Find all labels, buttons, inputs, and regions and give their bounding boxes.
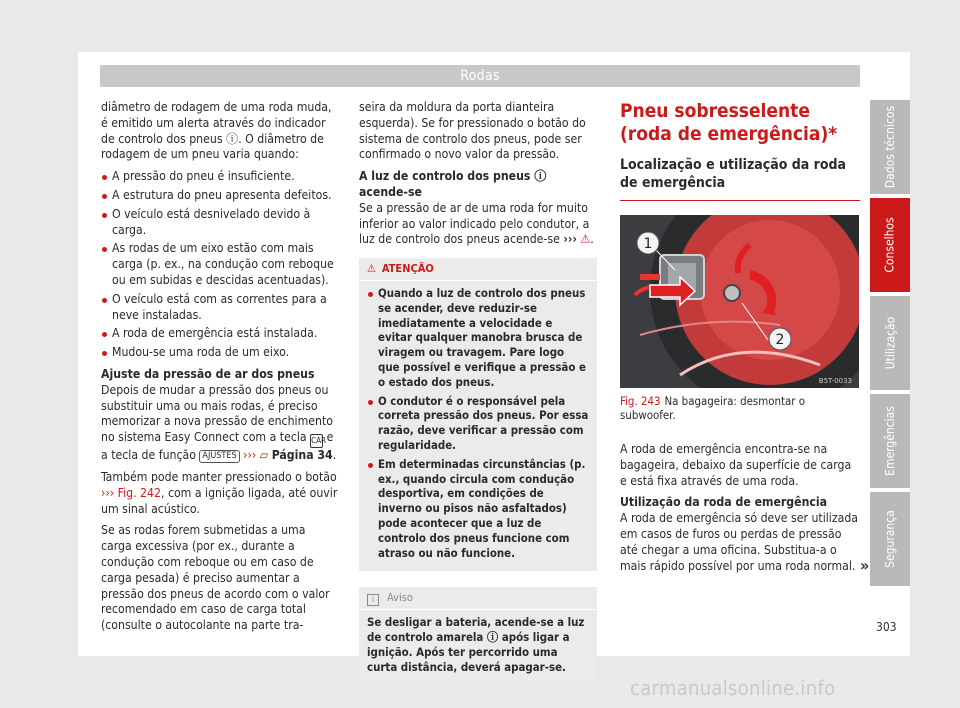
paragraph: A roda de emergência encontra-se na bagageira, debaixo da superfície de carga e está fixa através de uma roda. (620, 442, 852, 488)
list-item: A pressão do pneu é insuficiente. (101, 169, 339, 185)
tab-label: Conselhos (883, 217, 897, 273)
warning-body (359, 281, 597, 571)
tab-label: Emergências (883, 406, 898, 476)
column-middle (359, 100, 597, 683)
page-number: 303 (876, 620, 897, 634)
tab-label: Utilização (883, 316, 898, 370)
text: Se a pressão de ar de uma roda for muito inferior ao valor indicado pelo condutor, a luz de controlo dos pneus acende-se (359, 200, 590, 247)
warning-box (359, 258, 597, 571)
text: e a tecla de função (101, 430, 334, 463)
tab-utilizacao[interactable] (870, 296, 910, 390)
tab-label: Segurança (883, 510, 897, 568)
figure-caption (620, 394, 860, 422)
book-icon: ▱ (259, 448, 269, 463)
list-item: A roda de emergência está instalada. (101, 326, 339, 342)
tab-conselhos[interactable] (870, 198, 910, 292)
warning-title: ATENÇÃO (381, 262, 434, 276)
list-item: O veículo está com as correntes para a neve instaladas. (101, 292, 339, 324)
paragraph: Depois de mudar a pressão dos pneus ou substituir uma ou mais rodas, é preciso memorizar a nova pressão de enchimento no sistema Easy Connect com a tecla CAR e a tecla de função AJUSTES ››› ▱ Página 34. (101, 382, 337, 463)
watermark: carmanualsonline.info (630, 676, 836, 700)
section-subheading: Utilização da roda de emergência (620, 495, 828, 510)
paragraph: diâmetro de rodagem de uma roda muda, é emitido um alerta através do indicador de controlo dos pneus ⓘ. O diâmetro de rodagem de um pneu varia quando: (101, 100, 332, 162)
text: , com a ignição ligada, até ouvir um sinal acústico. (101, 485, 338, 516)
warning-header (359, 258, 597, 281)
car-key-icon: CAR (310, 434, 323, 448)
condition-list (101, 169, 339, 361)
continue-mark: » (860, 556, 870, 575)
column-left (101, 100, 339, 640)
list-item: Quando a luz de controlo dos pneus se acender, deve reduzir-se imediatamente a velocidade e evitar qualquer manobra brusca de viragem ou travagem. Pare logo que possível e verifique a pressão e o estado dos pneus. (367, 286, 589, 390)
spare-wheel-illustration (620, 215, 859, 388)
note-header (359, 587, 597, 610)
info-icon: i (367, 594, 379, 606)
list-item: O condutor é o responsável pela correta pressão dos pneus. Por essa razão, deve verificar a pressão com regularidade. (367, 394, 589, 453)
tab-seguranca[interactable] (870, 492, 910, 586)
callout-1: 1 (643, 236, 653, 252)
page-reference-link[interactable]: Página 34 (271, 448, 333, 463)
warning-triangle-icon: ⚠ (580, 232, 591, 247)
warning-list (367, 286, 589, 560)
tab-dados-tecnicos[interactable] (870, 100, 910, 194)
figure-number: Fig. 243 (620, 394, 661, 408)
section-subtitle: Localização e utilização da roda de emergência (620, 156, 860, 201)
paragraph: Se as rodas forem submetidas a uma carga excessiva (por ex., durante a condução com reboque ou em caso de carga pesada) é preciso aumentar a pressão dos pneus de acordo com o valor recomendado em caso de carga total (consulte o autocolante na parte tra- (101, 523, 330, 633)
paragraph: A roda de emergência só deve ser utilizada em casos de furos ou perdas de pressão até chegar a uma oficina. Substitua-a o mais rápido possível por uma roda normal. (620, 511, 859, 573)
caption-text: Na bagageira: desmontar o subwoofer. (620, 394, 806, 422)
section-title: Pneu sobresselente (roda de emergência)* (620, 100, 838, 145)
note-title: Aviso (387, 591, 413, 605)
figure-code: B5T-0033 (818, 377, 852, 385)
callout-2: 2 (775, 332, 785, 348)
reference-arrow-icon: ››› (243, 448, 257, 463)
list-item: Em determinadas circunstâncias (p. ex., quando circula com condução desportiva, em condições de inverno ou pisos não asfaltados) pode acontecer que a luz de controlo dos pneus funcione com atraso ou não funcione. (367, 457, 589, 561)
spare-wheel-figure (620, 215, 859, 388)
column-right (620, 100, 860, 580)
figure-reference-link[interactable]: Fig. 242 (117, 485, 161, 500)
note-body: Se desligar a bateria, acende-se a luz de controlo amarela ⓘ após ligar a ignição. Após ter percorrido uma curta distância, deverá apagar-se. (367, 615, 585, 674)
text: Depois de mudar a pressão dos pneus ou substituir uma ou mais rodas, é preciso memorizar a nova pressão de enchimento no sistema Easy Connect com a tecla (101, 382, 333, 445)
reference-arrow-icon: ››› (563, 232, 577, 247)
list-item: A estrutura do pneu apresenta defeitos. (101, 188, 339, 204)
tab-emergencias[interactable] (870, 394, 910, 488)
list-item: As rodas de um eixo estão com mais carga (p. ex., na condução com reboque ou em subidas e descidas acentuadas). (101, 241, 339, 288)
tab-label: Dados técnicos (883, 105, 898, 189)
reference-arrow-icon: ››› (101, 485, 115, 500)
paragraph: Se a pressão de ar de uma roda for muito inferior ao valor indicado pelo condutor, a luz de controlo dos pneus acende-se ››› ⚠. (359, 200, 594, 247)
note-box (359, 587, 597, 682)
text: Também pode manter pressionado o botão (101, 469, 337, 484)
list-item: Mudou-se uma roda de um eixo. (101, 345, 339, 361)
page-header: Rodas (100, 65, 860, 87)
warning-triangle-icon: ⚠ (367, 262, 376, 276)
paragraph (101, 470, 339, 517)
section-subheading: A luz de controlo dos pneus ⓘ acende-se (359, 169, 547, 199)
paragraph: seira da moldura da porta dianteira esquerda). Se for pressionado o botão do sistema de controlo dos pneus, pode ser confirmado o novo valor da pressão. (359, 100, 586, 162)
ajustes-key: AJUSTES (199, 450, 239, 463)
section-subheading: Ajuste da pressão de ar dos pneus (101, 366, 315, 381)
list-item: O veículo está desnivelado devido à carga. (101, 207, 339, 239)
